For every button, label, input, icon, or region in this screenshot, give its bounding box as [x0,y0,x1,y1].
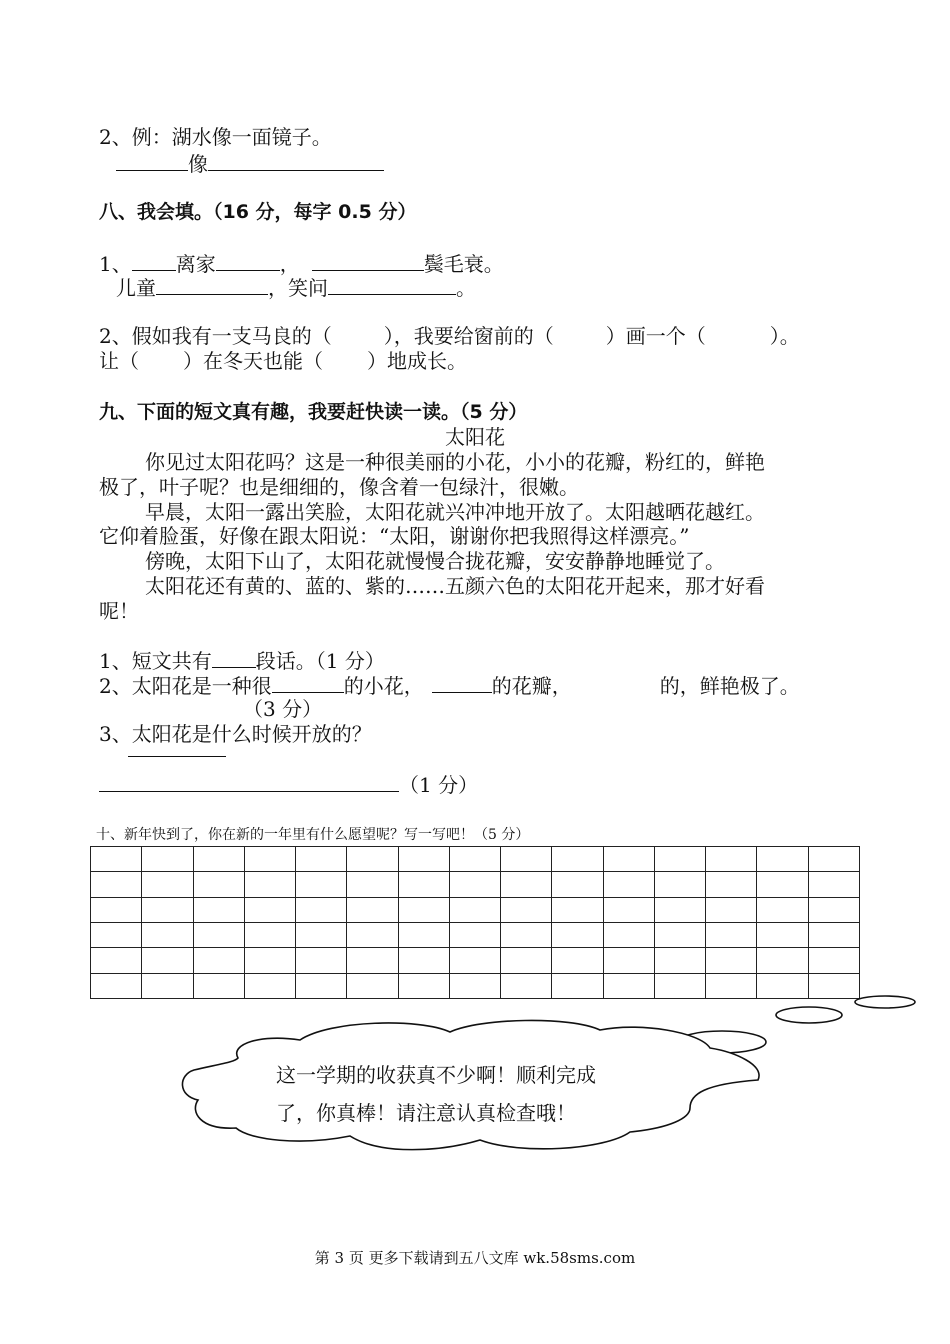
passage-p1-l2: 极了，叶子呢？也是细细的，像含着一包绿汁，很嫩。 [99,475,579,499]
text: 离家 [175,252,216,276]
section8-heading: 八、我会填。（16 分，每字 0.5 分） [99,201,417,223]
text: 。 [456,276,476,300]
cloud-line-2: 了，你真棒！请注意认真检查哦！ [276,1101,576,1125]
s9-q3: 3、太阳花是什么时候开放的？ [99,722,372,746]
page-footer: 第 3 页 更多下载请到五八文库 wk.58sms.com [314,1249,636,1267]
text: 2、假如我有一支马良的（ [99,324,332,348]
bubble-medium [776,1007,842,1023]
q7-example-text: 2、例：湖水像一面镜子。 [99,125,332,149]
text: 段话。（1 分） [255,649,385,673]
q-number: 1、 [99,252,132,276]
passage-title: 太阳花 [445,425,505,449]
passage-p1-l1: 你见过太阳花吗？这是一种很美丽的小花，小小的花瓣，粉红的，鲜艳 [145,450,765,474]
text: 的小花， [343,674,424,698]
passage-p3: 傍晚，太阳下山了，太阳花就慢慢合拢花瓣，安安静静地睡觉了。 [145,549,725,573]
text: ）。 [769,324,800,348]
text: 让（ [99,349,139,373]
section9-heading: 九、下面的短文真有趣，我要赶快读一读。（5 分） [99,401,528,423]
text: 2、太阳花是一种很 [99,674,272,698]
passage-p4-l2: 呢！ [99,599,139,623]
text: ）地成长。 [367,349,467,373]
s9-q2-score: （3 分） [243,697,323,721]
text: ），我要给窗前的（ [383,324,554,348]
text: ）画一个（ [605,324,706,348]
passage-p2-l2: 它仰着脸蛋，好像在跟太阳说：“太阳，谢谢你把我照得这样漂亮。” [99,524,690,548]
cloud-line-1: 这一学期的收获真不少啊！顺利完成 [276,1063,596,1087]
text: 儿童 [116,276,156,300]
text: 鬓毛衰。 [423,252,504,276]
text: （1 分） [399,773,479,797]
text: ）在冬天也能（ [183,349,323,373]
passage-p4-l1: 太阳花还有黄的、蓝的、紫的……五颜六色的太阳花开起来，那才好看 [145,574,765,598]
text: 1、短文共有 [99,649,212,673]
text: 的，鲜艳极了。 [659,674,800,698]
text: ， [279,252,300,276]
passage-p2-l1: 早晨，太阳一露出笑脸，太阳花就兴冲冲地开放了。太阳越晒花越红。 [145,500,765,524]
text: ，笑问 [268,276,328,300]
section10-heading: 十、新年快到了，你在新的一年里有什么愿望呢？写一写吧！（5 分） [96,827,530,843]
q7-mid-text: 像 [188,152,208,176]
bubble-small [855,996,915,1008]
text: 的花瓣， [491,674,572,698]
